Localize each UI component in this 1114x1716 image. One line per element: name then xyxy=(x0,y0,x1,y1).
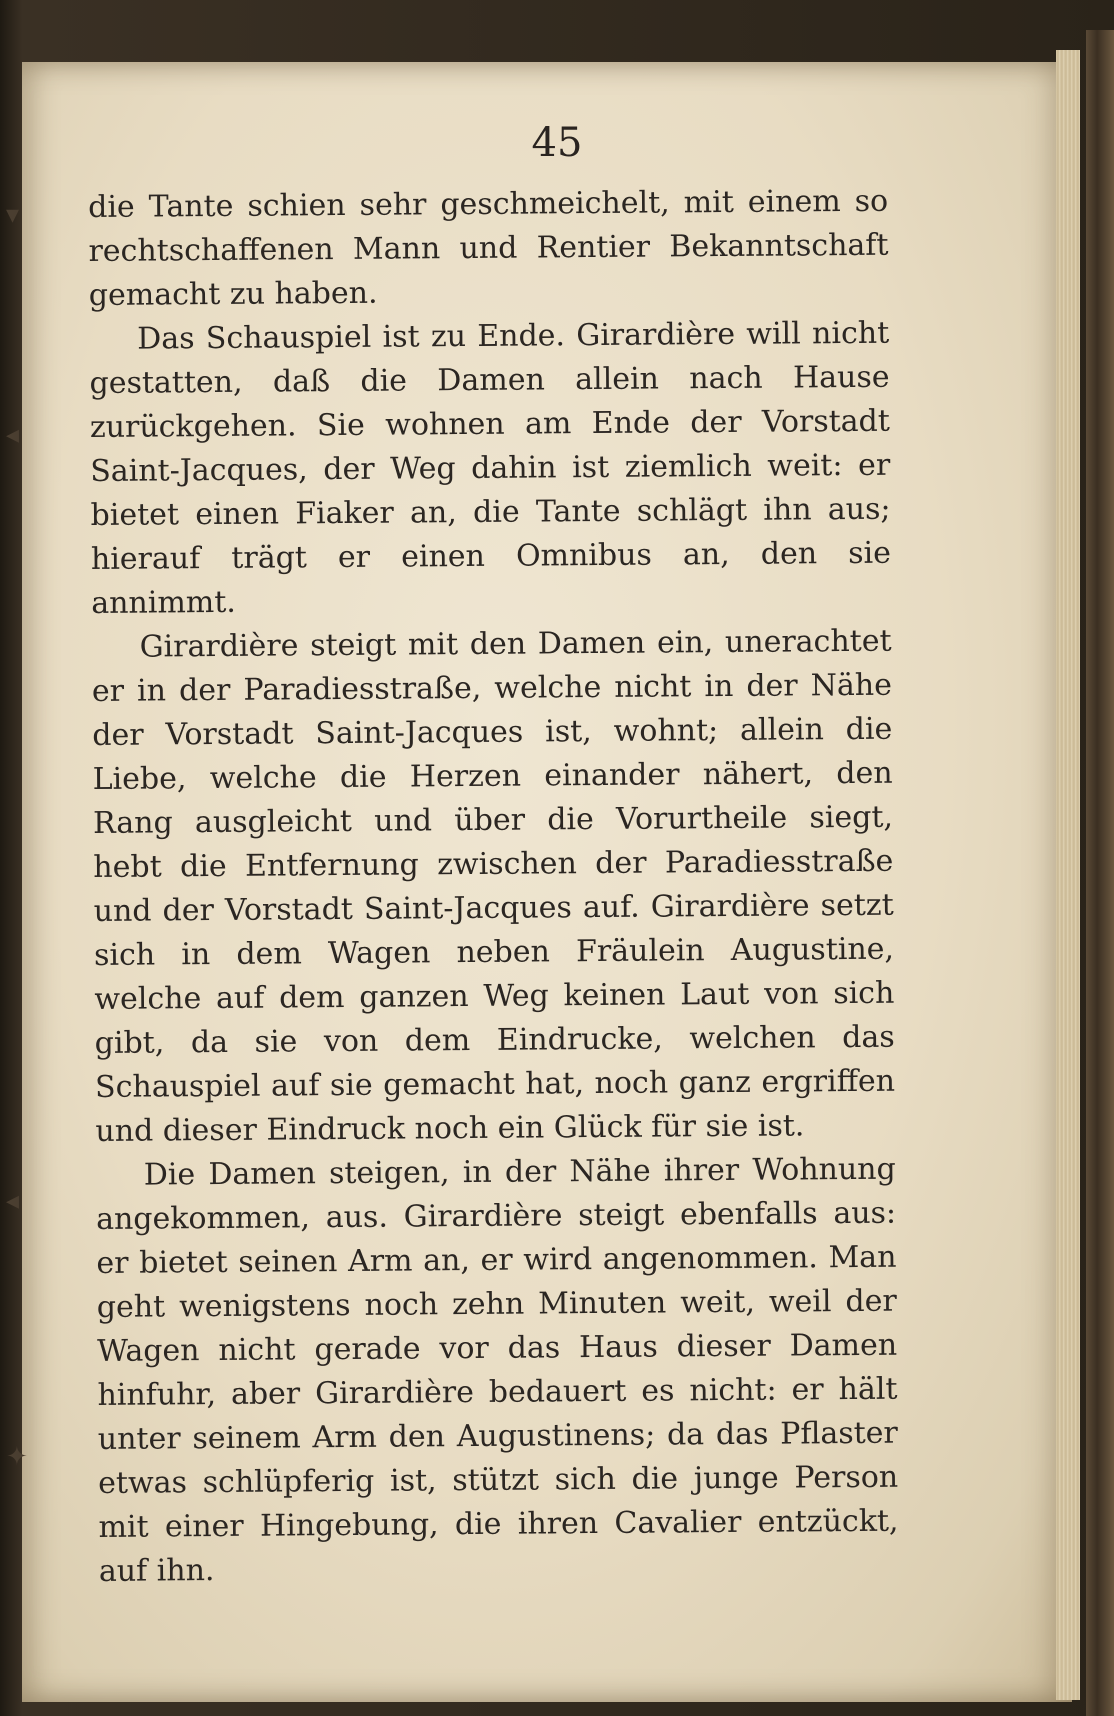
body-text xyxy=(88,180,899,1594)
margin-mark: ▾ xyxy=(6,200,20,230)
margin-mark: ✦ xyxy=(6,1442,28,1472)
paragraph: Die Damen steigen, in der Nähe ihrer Wohnung angekommen, aus. Girardière steigt ebenfalls aus: er bietet seinen Arm an, er wird angenommen. Man geht wenigstens noch zehn Minuten weit, weil der Wagen nicht gerade vor das Haus dieser Damen hinfuhr, aber Girardière bedauert es nicht: er hält unter seinem Arm den Augustinens; da das Pflaster etwas schlüpferig ist, stützt sich die junge Person mit einer Hingebung, die ihren Cavalier entzückt, auf ihn. xyxy=(95,1151,899,1589)
paragraph: die Tante schien sehr geschmeichelt, mit einem so rechtschaffenen Mann und Rentier Bekanntschaft gemacht zu haben. xyxy=(88,183,889,313)
book-cover-edge xyxy=(1086,30,1114,1716)
page-edges xyxy=(1056,50,1080,1700)
paragraph: Girardière steigt mit den Damen ein, unerachtet er in der Paradiesstraße, welche nicht in der Nähe der Vorstadt Saint-Jacques ist, wohnt; allein die Liebe, welche die Herzen einander nähert, den Rang ausgleicht und über die Vorurtheile siegt, hebt die Entfernung zwischen der Paradiesstraße und der Vorstadt Saint-Jacques auf. Girardière setzt sich in dem Wagen neben Fräulein Augustine, welche auf dem ganzen Weg keinen Laut von sich gibt, da sie von dem Eindrucke, welchen das Schauspiel auf sie gemacht hat, noch ganz ergriffen und dieser Eindruck noch ein Glück für sie ist. xyxy=(91,623,896,1149)
margin-mark: ◂ xyxy=(6,420,20,450)
margin-mark: ◂ xyxy=(6,1186,20,1216)
paragraph: Das Schauspiel ist zu Ende. Girardière will nicht gestatten, daß die Damen allein nach Hause zurückgehen. Sie wohnen am Ende der Vorstadt Saint-Jacques, der Weg dahin ist ziemlich weit: er bietet einen Fiaker an, die Tante schlägt ihn aus; hierauf trägt er einen Omnibus an, den sie annimmt. xyxy=(89,315,892,621)
page-number: 45 xyxy=(531,120,583,166)
